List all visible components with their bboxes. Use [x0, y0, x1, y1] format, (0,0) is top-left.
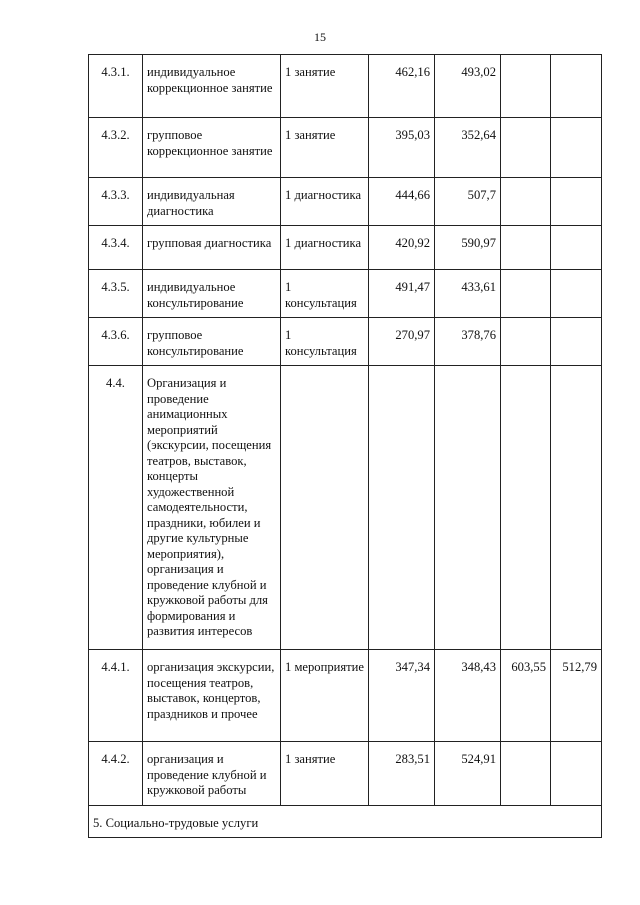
- row-unit: 1 занятие: [281, 55, 369, 118]
- row-code: 4.4.: [89, 366, 143, 650]
- row-value-4: [551, 366, 602, 650]
- section-row: [89, 805, 602, 838]
- row-value-2: 524,91: [435, 742, 501, 806]
- row-value-3: [501, 118, 551, 178]
- row-value-3: [501, 366, 551, 650]
- row-value-3: [501, 742, 551, 806]
- row-value-2: 590,97: [435, 226, 501, 270]
- row-value-2: 433,61: [435, 270, 501, 318]
- row-value-1: 491,47: [369, 270, 435, 318]
- row-code: 4.4.1.: [89, 650, 143, 742]
- row-value-3: 603,55: [501, 650, 551, 742]
- table-row: [89, 118, 602, 178]
- row-service-name: организация экскурсии, посещения театров, выставок, концертов, праздников и прочее: [143, 650, 281, 742]
- row-value-1: 347,34: [369, 650, 435, 742]
- row-value-2: [435, 366, 501, 650]
- row-value-4: [551, 742, 602, 806]
- row-code: 4.4.2.: [89, 742, 143, 806]
- table-row: [89, 650, 602, 742]
- row-service-name: индивидуальное коррекционное занятие: [143, 55, 281, 118]
- row-value-1: 395,03: [369, 118, 435, 178]
- services-tariff-table: [88, 54, 602, 838]
- row-value-4: 512,79: [551, 650, 602, 742]
- row-service-name: индивидуальное консультирование: [143, 270, 281, 318]
- table-row: [89, 366, 602, 650]
- row-value-3: [501, 318, 551, 366]
- row-service-name: Организация и проведение анимационных мероприятий (экскурсии, посещения театров, выставок, концерты художественной самодеятельности, праздники, юбилеи и другие культурные мероприятия), организация и проведение клубной и кружковой работы для формирования и развития интересов: [143, 366, 281, 650]
- row-value-2: 507,7: [435, 178, 501, 226]
- row-code: 4.3.5.: [89, 270, 143, 318]
- table-row: [89, 178, 602, 226]
- row-value-4: [551, 118, 602, 178]
- row-unit: 1 диагностика: [281, 226, 369, 270]
- row-value-1: 283,51: [369, 742, 435, 806]
- row-unit: 1 занятие: [281, 742, 369, 806]
- row-service-name: групповое консультирование: [143, 318, 281, 366]
- row-value-3: [501, 55, 551, 118]
- table-row: [89, 270, 602, 318]
- row-unit: 1 консультация: [281, 318, 369, 366]
- row-value-4: [551, 178, 602, 226]
- row-unit: 1 консультация: [281, 270, 369, 318]
- row-code: 4.3.1.: [89, 55, 143, 118]
- row-value-3: [501, 270, 551, 318]
- row-value-2: 348,43: [435, 650, 501, 742]
- row-unit: 1 занятие: [281, 118, 369, 178]
- row-value-1: 444,66: [369, 178, 435, 226]
- row-value-4: [551, 55, 602, 118]
- row-value-3: [501, 226, 551, 270]
- row-code: 4.3.4.: [89, 226, 143, 270]
- row-value-2: 352,64: [435, 118, 501, 178]
- row-service-name: индивидуальная диагностика: [143, 178, 281, 226]
- table-row: [89, 318, 602, 366]
- row-value-1: 420,92: [369, 226, 435, 270]
- row-service-name: групповая диагностика: [143, 226, 281, 270]
- row-unit: [281, 366, 369, 650]
- row-code: 4.3.2.: [89, 118, 143, 178]
- table-row: [89, 55, 602, 118]
- row-unit: 1 диагностика: [281, 178, 369, 226]
- page-number: 15: [314, 30, 326, 44]
- row-value-1: 270,97: [369, 318, 435, 366]
- row-value-4: [551, 270, 602, 318]
- section-title: 5. Социально-трудовые услуги: [89, 805, 602, 838]
- row-value-2: 493,02: [435, 55, 501, 118]
- table-row: [89, 226, 602, 270]
- row-service-name: групповое коррекционное занятие: [143, 118, 281, 178]
- row-value-3: [501, 178, 551, 226]
- row-code: 4.3.3.: [89, 178, 143, 226]
- row-code: 4.3.6.: [89, 318, 143, 366]
- row-value-1: 462,16: [369, 55, 435, 118]
- row-value-4: [551, 226, 602, 270]
- row-value-4: [551, 318, 602, 366]
- row-unit: 1 мероприятие: [281, 650, 369, 742]
- row-service-name: организация и проведение клубной и кружковой работы: [143, 742, 281, 806]
- row-value-2: 378,76: [435, 318, 501, 366]
- table-row: [89, 742, 602, 806]
- row-value-1: [369, 366, 435, 650]
